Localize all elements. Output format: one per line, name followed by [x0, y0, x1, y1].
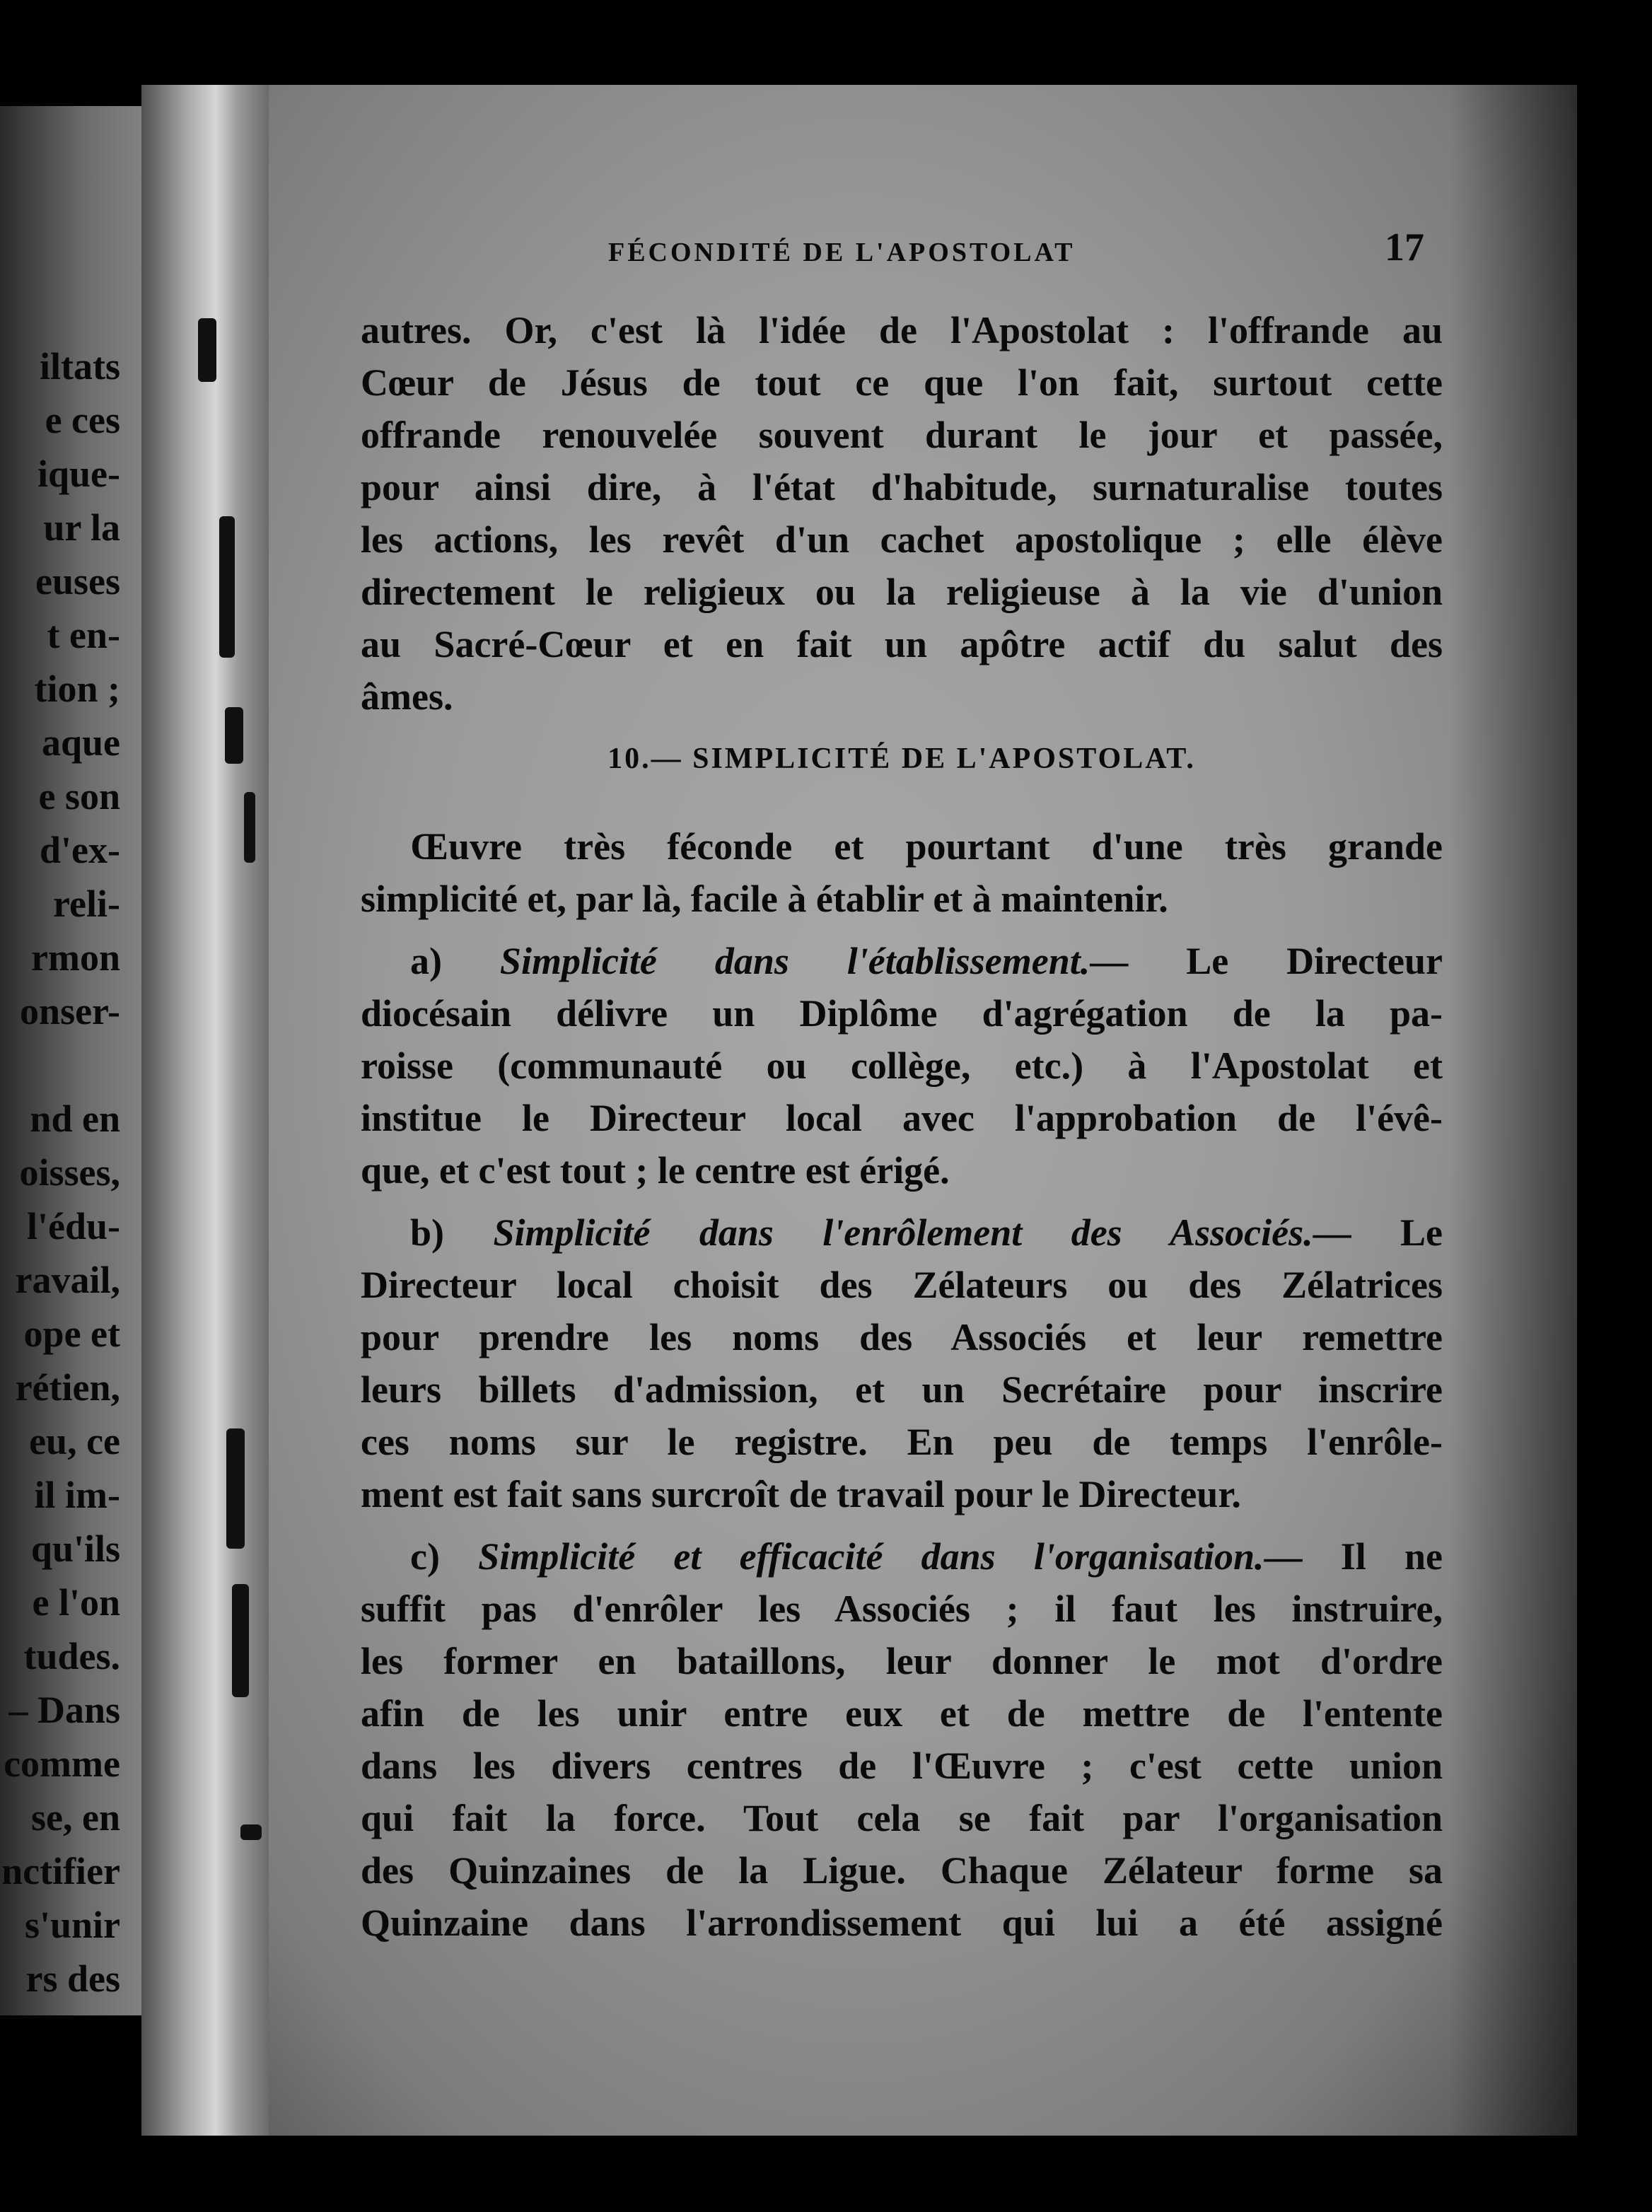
paragraph-c-first-line [361, 1530, 1443, 1583]
paragraph-a-first-line [361, 935, 1443, 987]
text-line: leurs billets d'admission, et un Secrétaire pour inscrire [361, 1368, 1443, 1411]
left-page-fragment: e son [38, 775, 120, 817]
text-line: les actions, les revêt d'un cachet apostolique ; elle élève [361, 518, 1443, 561]
text-line: autres. Or, c'est là l'idée de l'Apostolat : l'offrande au [361, 309, 1443, 351]
text-line: roisse (communauté ou collège, etc.) à l'Apostolat et [361, 1044, 1443, 1087]
binding-stitch [226, 1428, 245, 1549]
paragraph-c-lead: c) [410, 1535, 479, 1578]
left-page-fragment: nd en [30, 1098, 120, 1140]
text-line: qui fait la force. Tout cela se fait par l'organisation [361, 1797, 1443, 1839]
left-page-fragment [0, 1038, 120, 1092]
left-page-fragment: se, en [31, 1796, 120, 1839]
left-page-fragment: il im- [34, 1474, 120, 1516]
left-page-fragment: s'unir [24, 1904, 120, 1946]
binding-stitch [219, 516, 235, 658]
text-line: simplicité et, par là, facile à établir et à maintenir. [361, 878, 1168, 920]
left-page-fragment: e l'on [32, 1581, 120, 1624]
text-line: Œuvre très féconde et pourtant d'une très grande [410, 825, 1443, 868]
text-line: les former en bataillons, leur donner le mot d'ordre [361, 1640, 1443, 1682]
paragraph-b-first-line-rest: — Le [1313, 1211, 1443, 1254]
left-page-fragment: aque [41, 721, 120, 764]
paragraph-b-title: Simplicité dans l'enrôlement des Associés. [493, 1211, 1313, 1254]
left-page-fragment: onser- [20, 990, 120, 1032]
text-line: suffit pas d'enrôler les Associés ; il faut les instruire, [361, 1588, 1443, 1630]
paragraph-b-enrollment [361, 1206, 1443, 1520]
left-page-fragment: ur la [43, 506, 120, 549]
left-page-fragment: rs des [25, 1957, 120, 2000]
paragraph-simplicity-intro [361, 820, 1443, 925]
page-edge-shadow [1450, 85, 1577, 2136]
left-page-fragment: ravail, [15, 1259, 120, 1301]
text-line: diocésain délivre un Diplôme d'agrégation de la pa- [361, 992, 1443, 1035]
text-line: institue le Directeur local avec l'approbation de l'évê- [361, 1097, 1443, 1139]
text-line: ment est fait sans surcroît de travail pour le Directeur. [361, 1473, 1241, 1515]
text-line: Quinzaine dans l'arrondissement qui lui a été assigné [361, 1902, 1443, 1944]
paragraph-b-first-line [361, 1206, 1443, 1259]
paragraph-a-establishment [361, 935, 1443, 1197]
paragraph-c-organisation [361, 1530, 1443, 1949]
left-page-fragment: t en- [47, 614, 120, 656]
left-page-fragment: l'édu- [26, 1205, 120, 1247]
paragraph-a-first-line-rest: — Le Directeur [1090, 940, 1443, 982]
text-line: au Sacré-Cœur et en fait un apôtre actif du salut des [361, 623, 1443, 665]
left-page-fragment: oisses, [19, 1151, 120, 1194]
text-line: afin de les unir entre eux et de mettre de l'entente [361, 1692, 1443, 1735]
paragraph-b-lead: b) [410, 1211, 494, 1254]
left-page-fragment: iltats [40, 345, 120, 388]
binding-stitch [244, 792, 255, 863]
left-page-fragment: qu'ils [30, 1527, 120, 1570]
left-page-fragment: e ces [45, 399, 120, 441]
paragraph-a-title: Simplicité dans l'établissement. [499, 940, 1090, 982]
left-page-fragment: eu, ce [29, 1420, 120, 1462]
binding-stitch [232, 1584, 249, 1697]
text-line: directement le religieux ou la religieuse à la vie d'union [361, 571, 1443, 613]
text-line: des Quinzaines de la Ligue. Chaque Zélateur forme sa [361, 1849, 1443, 1892]
paragraph-c-title: Simplicité et efficacité dans l'organisation. [478, 1535, 1264, 1578]
left-page-fragment: nctifier [1, 1850, 120, 1892]
paragraph-c-first-line-rest: — Il ne [1264, 1535, 1443, 1578]
binding-stitch [225, 707, 243, 764]
running-head: FÉCONDITÉ DE L'APOSTOLAT [608, 238, 1076, 267]
text-line: ces noms sur le registre. En peu de temps l'enrôle- [361, 1421, 1443, 1463]
text-line: Directeur local choisit des Zélateurs ou des Zélatrices [361, 1264, 1443, 1306]
left-page-fragment: ique- [37, 453, 120, 495]
left-page-fragment: – Dans [8, 1689, 120, 1731]
paragraph-a-lead: a) [410, 940, 500, 982]
left-page-fragment: tudes. [23, 1635, 120, 1677]
body-text [361, 304, 1443, 1959]
left-page-fragment: rétien, [15, 1366, 120, 1409]
page-number: 17 [1385, 226, 1424, 269]
text-line: offrande renouvelée souvent durant le jour et passée, [361, 414, 1443, 456]
paragraph-apostolat-idea [361, 304, 1443, 723]
text-line: que, et c'est tout ; le centre est érigé. [361, 1149, 950, 1192]
left-page-fragment: rmon [31, 936, 120, 979]
text-line: pour prendre les noms des Associés et leur remettre [361, 1316, 1443, 1358]
left-page-fragment: comme [4, 1742, 120, 1785]
text-line: pour ainsi dire, à l'état d'habitude, surnaturalise toutes [361, 466, 1443, 508]
left-page-fragment: d'ex- [40, 829, 120, 871]
left-page-fragment: reli- [53, 883, 120, 925]
left-page-fragment: tion ; [34, 668, 120, 710]
text-line: Cœur de Jésus de tout ce que l'on fait, surtout cette [361, 361, 1443, 404]
text-line: âmes. [361, 675, 453, 718]
left-page-fragment: euses [35, 560, 120, 603]
section-heading: 10.— SIMPLICITÉ DE L'APOSTOLAT. [607, 743, 1196, 775]
binding-stitch [198, 318, 216, 382]
text-line: dans les divers centres de l'Œuvre ; c'est cette union [361, 1745, 1443, 1787]
left-page-fragments [0, 339, 120, 2006]
binding-stitch [240, 1824, 262, 1840]
left-page-fragment: ope et [23, 1312, 120, 1355]
